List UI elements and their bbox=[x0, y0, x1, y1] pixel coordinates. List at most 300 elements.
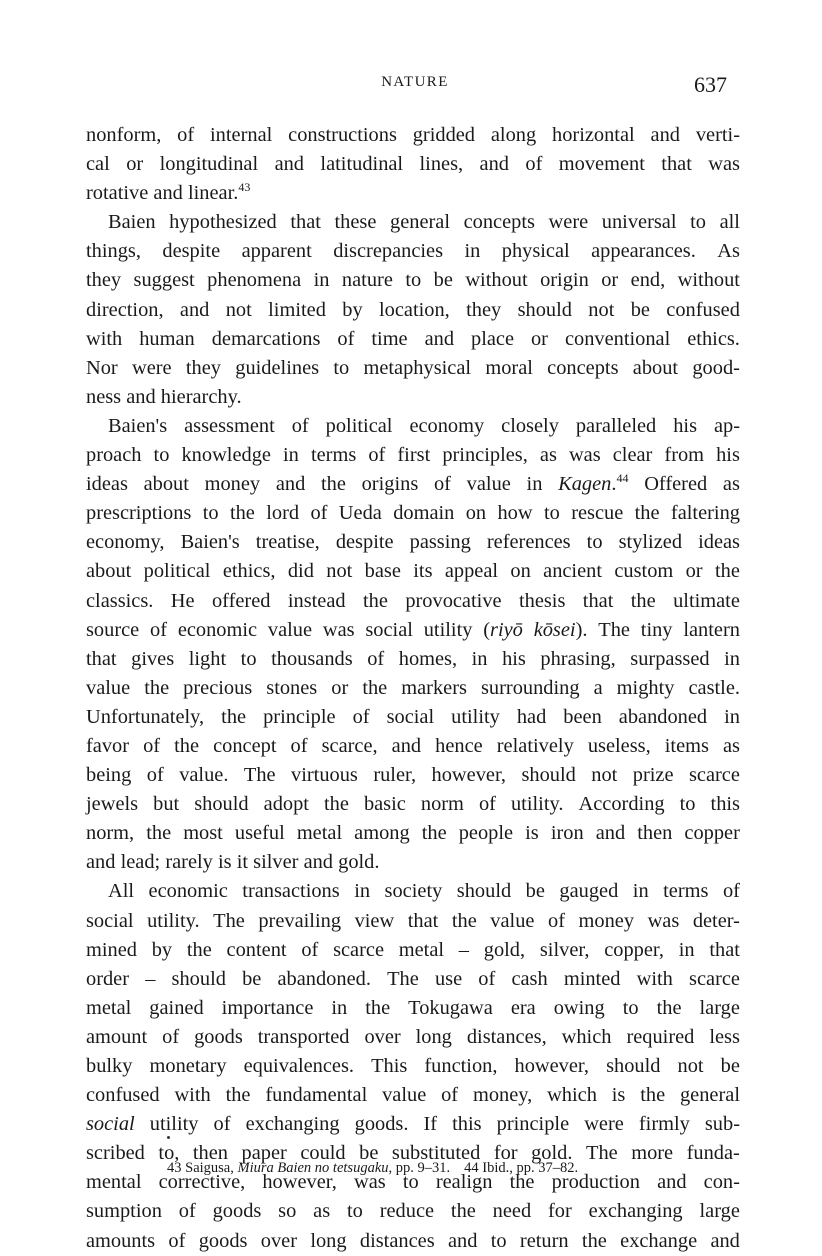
word: about bbox=[632, 356, 679, 379]
word: classics. bbox=[86, 589, 154, 612]
word: so bbox=[278, 1200, 297, 1223]
word: political bbox=[325, 414, 393, 437]
word: Offered bbox=[644, 473, 708, 496]
word: mighty bbox=[616, 676, 675, 699]
word: phrasing, bbox=[540, 647, 616, 670]
word: longitudinal bbox=[159, 153, 259, 176]
word: lines, bbox=[419, 153, 464, 176]
text-line bbox=[86, 1081, 740, 1110]
word: to, bbox=[158, 1142, 180, 1165]
word: favor bbox=[86, 734, 130, 757]
word: kōsei). bbox=[533, 618, 588, 641]
word: or bbox=[530, 327, 548, 350]
word: and bbox=[424, 327, 455, 350]
word: good- bbox=[692, 356, 740, 379]
word: return bbox=[519, 1229, 569, 1252]
word: – bbox=[458, 938, 469, 961]
word: gained bbox=[149, 996, 204, 1019]
word: nonform, bbox=[86, 124, 162, 146]
word: castle. bbox=[688, 676, 740, 699]
word: that bbox=[661, 153, 692, 176]
word: to bbox=[347, 1200, 363, 1223]
word: people bbox=[458, 822, 514, 845]
word: with bbox=[174, 1084, 211, 1107]
word: demarcations bbox=[211, 327, 321, 350]
word: the bbox=[174, 734, 200, 757]
word: of bbox=[150, 618, 168, 641]
word: realign bbox=[435, 1171, 493, 1194]
text-line bbox=[86, 499, 740, 528]
text-line bbox=[86, 208, 740, 237]
text-line bbox=[86, 1023, 740, 1052]
word: that bbox=[407, 909, 439, 932]
word: to bbox=[333, 356, 350, 379]
text-line bbox=[86, 1227, 740, 1256]
word: large bbox=[699, 1200, 740, 1223]
word: of bbox=[367, 647, 385, 670]
word: iron bbox=[550, 822, 584, 845]
word: were bbox=[131, 356, 172, 379]
text-line bbox=[86, 354, 740, 383]
word: to bbox=[405, 269, 422, 292]
word: content bbox=[226, 938, 287, 961]
word: was bbox=[322, 618, 355, 641]
word: ideas bbox=[86, 473, 128, 496]
word: of bbox=[162, 1025, 180, 1048]
word: According bbox=[578, 793, 665, 816]
word: to bbox=[543, 502, 560, 525]
word: ness bbox=[86, 385, 122, 408]
word: goods bbox=[212, 1200, 262, 1223]
word: had bbox=[516, 705, 547, 728]
word: they bbox=[466, 298, 502, 321]
word: value bbox=[466, 473, 511, 496]
word: his bbox=[716, 444, 740, 467]
word: first bbox=[397, 444, 431, 467]
word: the bbox=[186, 938, 212, 961]
word: is bbox=[525, 822, 539, 845]
word: gold. bbox=[338, 851, 380, 874]
word: owing bbox=[553, 996, 605, 1019]
word: value bbox=[86, 676, 131, 699]
word: of bbox=[722, 880, 740, 903]
word: sumption bbox=[86, 1200, 162, 1223]
word: social bbox=[365, 618, 413, 641]
word: terms bbox=[663, 880, 709, 903]
word: the bbox=[714, 560, 740, 583]
word: and bbox=[275, 473, 306, 496]
word: faltering bbox=[670, 502, 740, 525]
word: about bbox=[86, 560, 132, 583]
word: gold, bbox=[483, 938, 526, 961]
word: that bbox=[582, 589, 614, 612]
word: utility bbox=[423, 618, 473, 641]
word: provocative bbox=[405, 589, 502, 612]
text-line bbox=[86, 383, 740, 412]
word: the bbox=[640, 1084, 666, 1107]
word: conventional bbox=[564, 327, 671, 350]
word: scarce bbox=[688, 764, 740, 787]
word: and bbox=[479, 153, 509, 176]
word: should bbox=[194, 793, 249, 816]
word: phenomena bbox=[207, 269, 302, 292]
word: was bbox=[568, 444, 601, 467]
word: value bbox=[490, 909, 535, 932]
word: social bbox=[86, 909, 134, 932]
word: basic bbox=[363, 793, 406, 816]
text-line bbox=[86, 645, 740, 674]
word: cal bbox=[86, 153, 110, 176]
word: required bbox=[626, 1025, 695, 1048]
word: the bbox=[144, 676, 170, 699]
word: ruler, bbox=[373, 764, 417, 787]
word: Tokugawa bbox=[408, 996, 493, 1019]
page-number: 637 bbox=[694, 72, 727, 97]
word: sub- bbox=[704, 1113, 740, 1136]
word: be bbox=[720, 1055, 740, 1077]
word: was bbox=[708, 153, 740, 176]
word: use bbox=[434, 967, 463, 990]
word: of bbox=[368, 444, 386, 467]
word: a bbox=[593, 676, 603, 699]
word: on bbox=[510, 560, 531, 583]
word: confused bbox=[666, 298, 740, 321]
word: goods bbox=[198, 1229, 248, 1252]
text-line bbox=[86, 616, 740, 645]
word: be bbox=[630, 298, 650, 321]
word: abandoned. bbox=[277, 967, 371, 990]
word: mental bbox=[86, 1171, 142, 1194]
word: cash bbox=[511, 967, 548, 990]
word: and bbox=[595, 822, 626, 845]
footnote-marker: 43 bbox=[238, 180, 251, 195]
word: principles, bbox=[442, 444, 528, 467]
word: were bbox=[548, 211, 589, 234]
text-line bbox=[86, 412, 740, 441]
word: norm bbox=[420, 793, 464, 816]
word: should bbox=[606, 1055, 661, 1077]
word: about bbox=[143, 473, 189, 496]
text-line bbox=[86, 587, 740, 616]
word: origins bbox=[361, 473, 419, 496]
word: of bbox=[525, 153, 543, 176]
word: and bbox=[153, 182, 183, 205]
word: ideas bbox=[698, 531, 740, 554]
word: social bbox=[386, 705, 435, 728]
word: scarce, bbox=[321, 734, 378, 757]
word: place bbox=[471, 327, 515, 350]
text-line bbox=[86, 325, 740, 354]
word: general bbox=[390, 211, 451, 234]
word: moral bbox=[485, 356, 533, 379]
word: verti- bbox=[695, 124, 740, 146]
word: amounts bbox=[86, 1229, 156, 1252]
word: from bbox=[664, 444, 705, 467]
word: the bbox=[630, 589, 656, 612]
word: long bbox=[310, 1229, 347, 1252]
word: in bbox=[313, 269, 330, 292]
word: The bbox=[213, 909, 245, 932]
word: ethics, bbox=[222, 560, 276, 583]
word: bulky bbox=[86, 1055, 133, 1077]
word: surrounding bbox=[480, 676, 580, 699]
word: gridded bbox=[412, 124, 476, 146]
word: and bbox=[391, 734, 422, 757]
word: utility bbox=[451, 705, 500, 728]
word: Kagen.$^{44}$ bbox=[558, 471, 629, 496]
word: human bbox=[139, 327, 195, 350]
word: copper bbox=[684, 822, 740, 845]
word: in bbox=[464, 240, 481, 263]
word: of bbox=[310, 502, 328, 525]
word: production bbox=[551, 1171, 640, 1194]
word: nature bbox=[341, 269, 393, 292]
text-line bbox=[86, 557, 740, 586]
footnotes bbox=[167, 1160, 578, 1177]
word: but bbox=[153, 793, 180, 816]
word: lantern bbox=[683, 618, 740, 641]
word: prescriptions bbox=[86, 502, 192, 525]
word: value bbox=[267, 618, 313, 641]
word: on bbox=[465, 502, 487, 525]
word: monetary bbox=[149, 1055, 227, 1077]
word: origin bbox=[540, 269, 589, 292]
word: distances, bbox=[466, 1025, 547, 1048]
word: passing bbox=[409, 531, 471, 554]
word: concepts bbox=[547, 356, 619, 379]
word: movement bbox=[558, 153, 645, 176]
word: economy bbox=[409, 414, 485, 437]
word: ultimate bbox=[673, 589, 740, 612]
word: and bbox=[303, 851, 334, 874]
word: in bbox=[724, 647, 740, 670]
word: apparent bbox=[241, 240, 312, 263]
word: of bbox=[177, 124, 195, 146]
word: precious bbox=[183, 676, 253, 699]
word: scarce bbox=[333, 938, 384, 961]
word: appearances. bbox=[591, 240, 696, 263]
word: which bbox=[547, 1084, 597, 1107]
text-line bbox=[86, 674, 740, 703]
word: money bbox=[578, 909, 635, 932]
word: homes, bbox=[398, 647, 458, 670]
word: stones bbox=[266, 676, 318, 699]
word: the bbox=[451, 909, 477, 932]
word: without bbox=[677, 269, 740, 292]
word: as bbox=[539, 444, 557, 467]
text-line bbox=[86, 732, 740, 761]
word: Ueda bbox=[338, 502, 382, 525]
word: despite bbox=[335, 531, 394, 554]
word: treatise, bbox=[255, 531, 320, 554]
word: deter- bbox=[692, 909, 740, 932]
text-line bbox=[86, 1052, 740, 1081]
word: – bbox=[145, 967, 156, 990]
word: this bbox=[710, 793, 740, 816]
word: should bbox=[517, 298, 572, 321]
word: as bbox=[722, 473, 740, 496]
word: is bbox=[217, 851, 232, 874]
word: which bbox=[561, 1025, 612, 1048]
word: then bbox=[192, 1142, 228, 1165]
text-line bbox=[86, 761, 740, 790]
word: to bbox=[586, 531, 603, 554]
word: or bbox=[126, 153, 144, 176]
word: firmly bbox=[638, 1113, 690, 1136]
word: value bbox=[382, 1084, 427, 1107]
word: Baien's bbox=[180, 531, 240, 554]
word: and bbox=[710, 1229, 740, 1252]
word: in bbox=[283, 444, 299, 467]
word: economic bbox=[177, 618, 258, 641]
word: Unfortunately, bbox=[86, 705, 205, 728]
word: useful bbox=[234, 822, 285, 845]
text-line bbox=[86, 266, 740, 295]
word: source bbox=[86, 618, 140, 641]
word: the bbox=[225, 1084, 251, 1107]
word: was bbox=[353, 1171, 386, 1194]
word: the bbox=[221, 705, 247, 728]
word: goods bbox=[194, 1025, 243, 1048]
word: over bbox=[364, 1025, 401, 1048]
word: could bbox=[300, 1142, 346, 1165]
word: to bbox=[690, 211, 706, 234]
word: exchanging bbox=[588, 1200, 683, 1223]
word: the bbox=[421, 822, 447, 845]
word: these bbox=[334, 211, 377, 234]
word: that bbox=[290, 211, 321, 234]
word: thousands bbox=[271, 647, 353, 670]
word: of bbox=[291, 414, 309, 437]
text-line bbox=[86, 1197, 740, 1226]
word: society bbox=[384, 880, 443, 903]
word: concepts bbox=[463, 211, 535, 234]
text-line bbox=[86, 121, 740, 150]
word: exchange bbox=[620, 1229, 698, 1252]
word: social bbox=[86, 1113, 135, 1136]
word: the bbox=[450, 1200, 476, 1223]
word: to bbox=[679, 793, 696, 816]
word: of bbox=[168, 1229, 186, 1252]
word: principle bbox=[263, 705, 336, 728]
word: of bbox=[290, 734, 308, 757]
word: confused bbox=[86, 1084, 160, 1107]
word: function, bbox=[424, 1055, 498, 1077]
word: equivalences. bbox=[243, 1055, 354, 1077]
word: This bbox=[371, 1055, 408, 1077]
word: items bbox=[664, 734, 709, 757]
text-line bbox=[86, 819, 740, 848]
text-line bbox=[86, 296, 740, 325]
word: jewels bbox=[86, 793, 139, 816]
word: to bbox=[153, 444, 170, 467]
word: terms bbox=[310, 444, 357, 467]
text-line bbox=[86, 1110, 740, 1139]
word: and bbox=[179, 298, 210, 321]
word: and bbox=[86, 851, 116, 874]
word: location, bbox=[378, 298, 450, 321]
word: should bbox=[171, 967, 226, 990]
word: to bbox=[202, 502, 219, 525]
word: domain bbox=[393, 502, 455, 525]
word: gives bbox=[131, 647, 175, 670]
word: tiny bbox=[640, 618, 673, 641]
word: physical bbox=[501, 240, 570, 263]
footnote-entry: 43 Saigusa, Miura Baien no tetsugaku, pp. 9–31. bbox=[167, 1160, 451, 1176]
word: that bbox=[709, 938, 740, 961]
word: be bbox=[242, 967, 262, 990]
text-line bbox=[86, 528, 740, 557]
word: rescue bbox=[571, 502, 624, 525]
word: time bbox=[371, 327, 408, 350]
word: in bbox=[724, 705, 740, 728]
word: not bbox=[677, 1055, 704, 1077]
word: of bbox=[213, 1113, 231, 1136]
word: He bbox=[170, 589, 195, 612]
word: reduce bbox=[379, 1200, 435, 1223]
word: scribed bbox=[86, 1142, 145, 1165]
word: funda- bbox=[686, 1142, 740, 1165]
word: the bbox=[229, 502, 255, 525]
word: corrective, bbox=[158, 1171, 246, 1194]
word: most bbox=[183, 822, 223, 845]
word: by bbox=[151, 938, 173, 961]
word: less bbox=[709, 1025, 740, 1048]
word: silver bbox=[253, 851, 299, 874]
word: adopt bbox=[263, 793, 309, 816]
word: rotative bbox=[86, 182, 149, 205]
word: latitudinal bbox=[320, 153, 404, 176]
word: appeal bbox=[444, 560, 499, 583]
word: hence bbox=[435, 734, 483, 757]
word: the bbox=[581, 1229, 607, 1252]
word: his bbox=[673, 414, 697, 437]
text-line bbox=[86, 703, 740, 732]
word: markers bbox=[401, 676, 467, 699]
word: his bbox=[502, 647, 526, 670]
word: the bbox=[634, 502, 660, 525]
text-line bbox=[86, 150, 740, 179]
word: abandoned bbox=[618, 705, 708, 728]
word: direction, bbox=[86, 298, 164, 321]
word: the bbox=[363, 589, 388, 612]
word: being bbox=[86, 764, 132, 787]
word: exchanging bbox=[245, 1113, 340, 1136]
text-line bbox=[86, 994, 740, 1023]
footnote-separator-dot bbox=[167, 1136, 170, 1139]
word: goods. bbox=[354, 1113, 409, 1136]
word: economic bbox=[148, 880, 228, 903]
word: end, bbox=[630, 269, 666, 292]
word: Baien's bbox=[108, 414, 168, 437]
word: offered bbox=[211, 589, 271, 612]
word: by bbox=[342, 298, 363, 321]
word: utility. bbox=[510, 793, 564, 816]
word: ethics. bbox=[687, 327, 740, 350]
word: in bbox=[331, 996, 348, 1019]
word: constructions bbox=[288, 124, 397, 146]
word: all bbox=[719, 211, 740, 234]
word: useless, bbox=[587, 734, 651, 757]
word: view bbox=[354, 909, 395, 932]
word: should bbox=[456, 880, 512, 903]
word: utility bbox=[149, 1113, 199, 1136]
word: If bbox=[423, 1113, 438, 1136]
word: however, bbox=[514, 1055, 589, 1077]
word: were bbox=[584, 1113, 624, 1136]
word: guidelines bbox=[235, 356, 320, 379]
word: The bbox=[585, 1142, 618, 1165]
